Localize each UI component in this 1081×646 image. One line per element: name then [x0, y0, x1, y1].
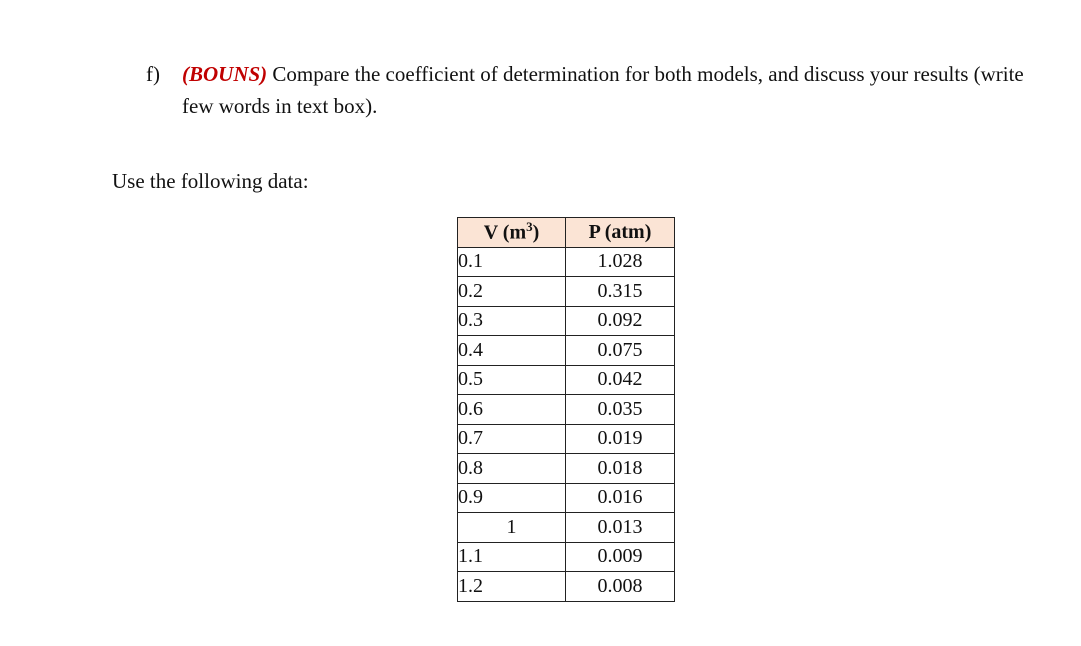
volume-cell: 0.2 [458, 277, 566, 307]
volume-cell: 0.8 [458, 454, 566, 484]
pressure-cell: 0.013 [566, 513, 675, 543]
pressure-cell: 0.009 [566, 542, 675, 572]
pressure-cell: 1.028 [566, 247, 675, 277]
question-text: Compare the coefficient of determination for both models, and discuss your results (write few words in text box). [182, 62, 1024, 118]
volume-cell: 0.6 [458, 395, 566, 425]
question-label: f) [146, 62, 160, 86]
header-volume [458, 218, 566, 248]
table-row [458, 395, 675, 425]
volume-cell: 0.1 [458, 247, 566, 277]
pressure-cell: 0.008 [566, 572, 675, 602]
volume-cell: 0.4 [458, 336, 566, 366]
table-row [458, 336, 675, 366]
volume-cell: 1.1 [458, 542, 566, 572]
table-body [458, 247, 675, 601]
pressure-cell: 0.016 [566, 483, 675, 513]
pressure-cell: 0.075 [566, 336, 675, 366]
header-volume-base: V (m [483, 222, 527, 245]
table-row [458, 424, 675, 454]
volume-cell: 1.2 [458, 572, 566, 602]
header-pressure: P (atm) [566, 218, 675, 248]
pressure-cell: 0.019 [566, 424, 675, 454]
pressure-cell: 0.042 [566, 365, 675, 395]
pressure-cell: 0.092 [566, 306, 675, 336]
table-row [458, 277, 675, 307]
table-row [458, 542, 675, 572]
header-volume-exponent: 3 [526, 219, 533, 235]
table-row [458, 483, 675, 513]
volume-cell: 0.5 [458, 365, 566, 395]
question-body [182, 58, 1046, 122]
table-row [458, 247, 675, 277]
volume-cell: 0.3 [458, 306, 566, 336]
question-f [146, 58, 1046, 122]
bonus-tag: (BOUNS) [182, 62, 268, 86]
header-volume-close: ) [532, 222, 540, 245]
data-intro: Use the following data: [112, 169, 309, 193]
table-header-row [458, 218, 675, 248]
volume-cell: 0.9 [458, 483, 566, 513]
table-row [458, 572, 675, 602]
pressure-cell: 0.018 [566, 454, 675, 484]
pressure-cell: 0.035 [566, 395, 675, 425]
volume-cell: 1 [458, 513, 566, 543]
table-row [458, 306, 675, 336]
data-table [457, 217, 675, 602]
table-row [458, 454, 675, 484]
table-row [458, 513, 675, 543]
pressure-cell: 0.315 [566, 277, 675, 307]
volume-cell: 0.7 [458, 424, 566, 454]
table-row [458, 365, 675, 395]
